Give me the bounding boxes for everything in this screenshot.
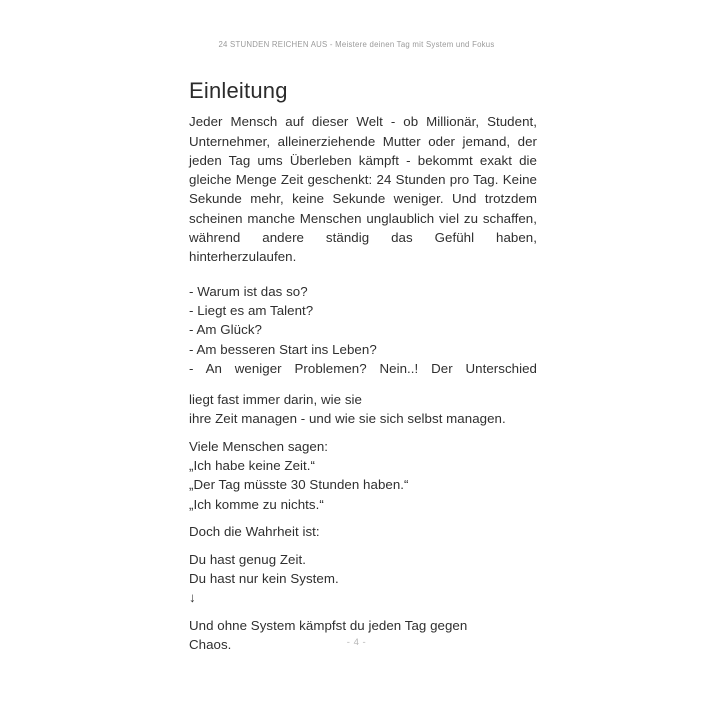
closing-line-2: Chaos. (189, 637, 232, 653)
quote-line: „Der Tag müsste 30 Stunden haben.“ (189, 477, 409, 493)
running-header: 24 STUNDEN REICHEN AUS - Meistere deinen Tag mit System und Fokus (218, 40, 495, 49)
quote-line: „Ich habe keine Zeit.“ (189, 457, 316, 473)
page-number: - 4 - (346, 637, 367, 648)
spacer (189, 379, 537, 390)
down-arrow-icon: ↓ (189, 590, 196, 606)
quote-line: „Ich komme zu nichts.“ (189, 496, 324, 512)
list-item: - An weniger Problemen? Nein..! Der Unterschied (189, 361, 537, 377)
question-list (189, 282, 537, 379)
list-item: - Am besseren Start ins Leben? (189, 341, 377, 357)
page-content (189, 78, 537, 655)
list-item: - Liegt es am Talent? (189, 303, 314, 319)
list-item: - Am Glück? (189, 322, 262, 338)
spacer (189, 267, 537, 282)
truth-line-1: Du hast genug Zeit. (189, 551, 306, 567)
list-item: - Warum ist das so? (189, 283, 308, 299)
truth-intro-line: Doch die Wahrheit ist: (189, 524, 320, 540)
truth-line-2: Du hast nur kein System. (189, 570, 339, 586)
intro-paragraph: Jeder Mensch auf dieser Welt - ob Millionär, Student, Unternehmer, alleinerziehende Mutter oder jemand, der jeden Tag ums Überleben kämpft - bekommt exakt die gleiche Menge Zeit geschenkt: 24 Stunden pro Tag. Keine Sekunde mehr, keine Sekunde weniger. Und trotzdem scheinen manche Menschen unglaublich viel zu schaffen, während andere ständig das Gefühl haben, hinterherzulaufen. (189, 114, 537, 265)
continuation-line-2: ihre Zeit managen - und wie sie sich selbst managen. (189, 411, 506, 427)
continuation-line-1: liegt fast immer darin, wie sie (189, 391, 362, 407)
chapter-title: Einleitung (189, 78, 288, 103)
lead-in-line: Viele Menschen sagen: (189, 438, 329, 454)
closing-line-1: Und ohne System kämpfst du jeden Tag gegen (189, 617, 468, 633)
